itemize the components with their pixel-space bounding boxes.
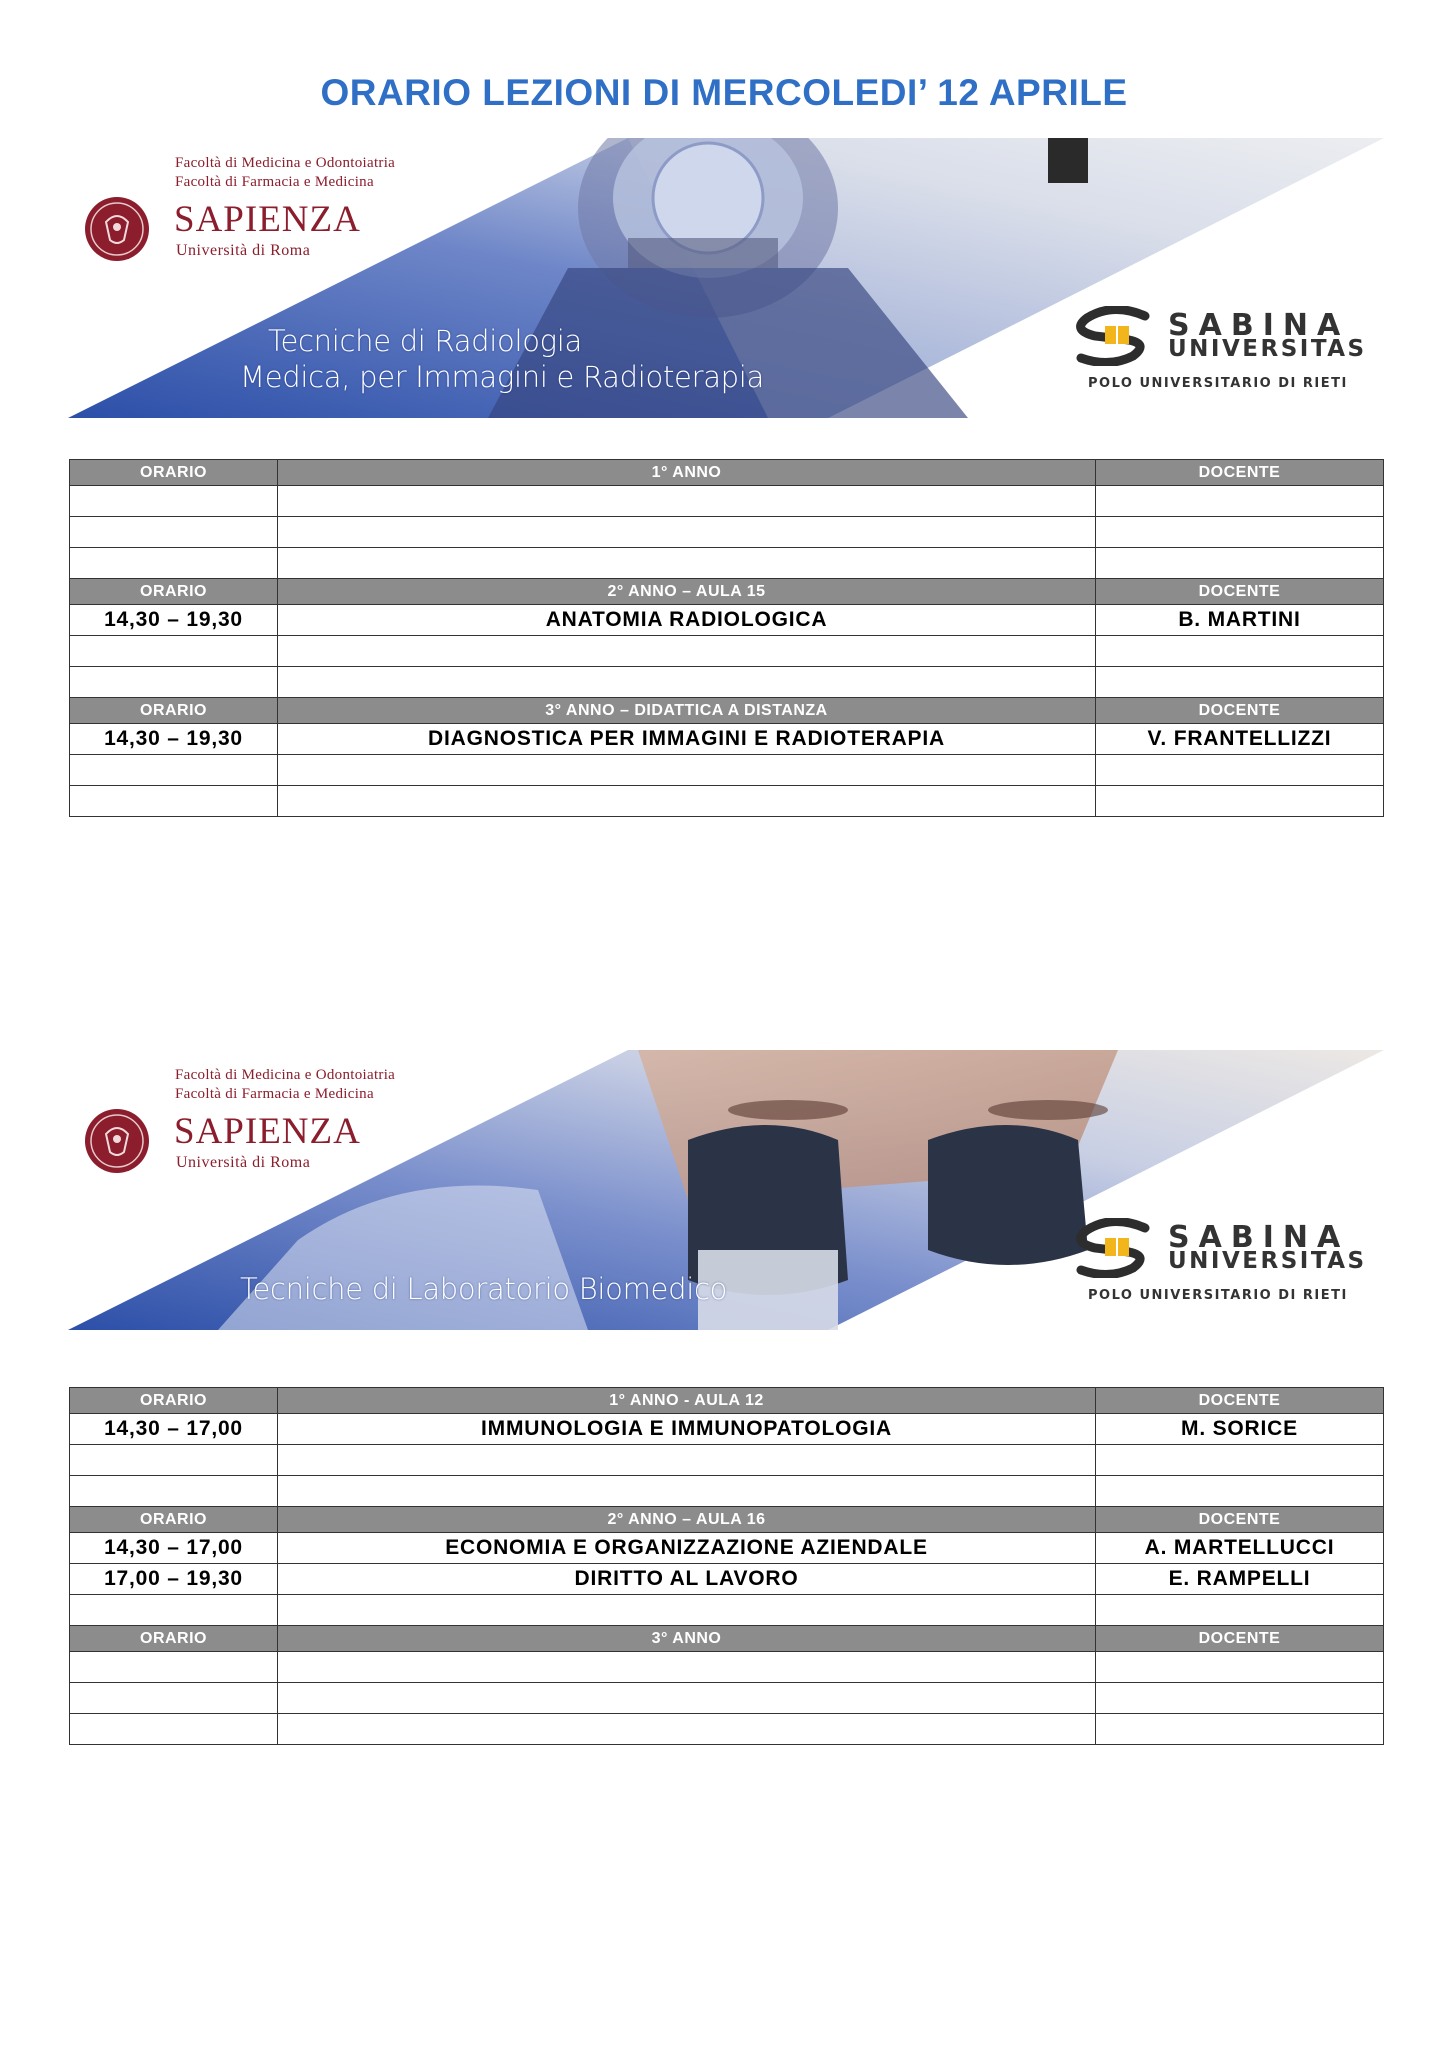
header-docente: DOCENTE bbox=[1096, 579, 1384, 605]
cell-orario bbox=[70, 755, 278, 786]
table-row bbox=[70, 1533, 1384, 1564]
header-docente: DOCENTE bbox=[1096, 1626, 1384, 1652]
partner-sub: POLO UNIVERSITARIO DI RIETI bbox=[1088, 376, 1348, 391]
cell-orario: 14,30 – 19,30 bbox=[70, 605, 278, 636]
table-row bbox=[70, 1652, 1384, 1683]
cell-orario bbox=[70, 1476, 278, 1507]
sabina-logo bbox=[1073, 306, 1373, 391]
cell-docente bbox=[1096, 786, 1384, 817]
table-row bbox=[70, 1445, 1384, 1476]
faculty-line-2: Facoltà di Farmacia e Medicina bbox=[175, 1086, 374, 1102]
cell-corso bbox=[278, 755, 1096, 786]
sapienza-seal-icon bbox=[84, 196, 150, 262]
cell-orario bbox=[70, 1683, 278, 1714]
cell-corso bbox=[278, 1714, 1096, 1745]
table-row bbox=[70, 724, 1384, 755]
partner-sub: POLO UNIVERSITARIO DI RIETI bbox=[1088, 1288, 1348, 1303]
table-row bbox=[70, 517, 1384, 548]
cell-docente bbox=[1096, 1445, 1384, 1476]
university-name: SAPIENZA bbox=[174, 1111, 361, 1152]
course-line-2: Medica, per Immagini e Radioterapia bbox=[240, 360, 765, 394]
cell-docente bbox=[1096, 636, 1384, 667]
sabina-s-icon bbox=[1073, 306, 1153, 366]
cell-orario bbox=[70, 486, 278, 517]
header-docente: DOCENTE bbox=[1096, 698, 1384, 724]
table-row bbox=[70, 667, 1384, 698]
cell-docente bbox=[1096, 1476, 1384, 1507]
schedule-table-radiologia bbox=[69, 459, 1384, 817]
table-row bbox=[70, 1414, 1384, 1445]
cell-corso bbox=[278, 486, 1096, 517]
cell-corso bbox=[278, 517, 1096, 548]
cell-docente bbox=[1096, 548, 1384, 579]
table-row bbox=[70, 1476, 1384, 1507]
schedule-table-laboratorio bbox=[69, 1387, 1384, 1745]
faculty-line-1: Facoltà di Medicina e Odontoiatria bbox=[175, 155, 396, 171]
cell-docente bbox=[1096, 486, 1384, 517]
header-docente: DOCENTE bbox=[1096, 1507, 1384, 1533]
course-line-1: Tecniche di Radiologia bbox=[268, 324, 583, 358]
table-header-row bbox=[70, 698, 1384, 724]
cell-docente bbox=[1096, 1595, 1384, 1626]
university-name: SAPIENZA bbox=[174, 199, 361, 240]
table-row bbox=[70, 486, 1384, 517]
cell-orario bbox=[70, 548, 278, 579]
table-header-row bbox=[70, 579, 1384, 605]
header-anno: 1° ANNO bbox=[278, 460, 1096, 486]
table-row bbox=[70, 1564, 1384, 1595]
header-anno: 2° ANNO – AULA 16 bbox=[278, 1507, 1096, 1533]
header-orario: ORARIO bbox=[70, 698, 278, 724]
header-orario: ORARIO bbox=[70, 1388, 278, 1414]
cell-corso: DIAGNOSTICA PER IMMAGINI E RADIOTERAPIA bbox=[278, 724, 1096, 755]
cell-orario: 14,30 – 17,00 bbox=[70, 1414, 278, 1445]
header-orario: ORARIO bbox=[70, 1507, 278, 1533]
faculty-line-2: Facoltà di Farmacia e Medicina bbox=[175, 174, 374, 190]
course-line-1: Tecniche di Laboratorio Biomedico bbox=[240, 1272, 728, 1306]
table-row bbox=[70, 1714, 1384, 1745]
cell-docente bbox=[1096, 1652, 1384, 1683]
cell-corso: IMMUNOLOGIA E IMMUNOPATOLOGIA bbox=[278, 1414, 1096, 1445]
header-anno: 3° ANNO – DIDATTICA A DISTANZA bbox=[278, 698, 1096, 724]
cell-docente: E. RAMPELLI bbox=[1096, 1564, 1384, 1595]
faculty-line-1: Facoltà di Medicina e Odontoiatria bbox=[175, 1067, 396, 1083]
table-header-row bbox=[70, 460, 1384, 486]
cell-orario bbox=[70, 636, 278, 667]
cell-corso: DIRITTO AL LAVORO bbox=[278, 1564, 1096, 1595]
cell-corso bbox=[278, 1476, 1096, 1507]
table-row bbox=[70, 1683, 1384, 1714]
header-anno: 1° ANNO - AULA 12 bbox=[278, 1388, 1096, 1414]
cell-docente: B. MARTINI bbox=[1096, 605, 1384, 636]
cell-docente bbox=[1096, 755, 1384, 786]
table-header-row bbox=[70, 1507, 1384, 1533]
table-row bbox=[70, 605, 1384, 636]
partner-name-1: SABINA bbox=[1168, 308, 1350, 343]
cell-docente bbox=[1096, 667, 1384, 698]
cell-orario bbox=[70, 517, 278, 548]
table-row bbox=[70, 548, 1384, 579]
table-row bbox=[70, 786, 1384, 817]
table-row bbox=[70, 636, 1384, 667]
banner-laboratorio bbox=[68, 1050, 1384, 1330]
header-orario: ORARIO bbox=[70, 460, 278, 486]
sabina-logo bbox=[1073, 1218, 1373, 1303]
cell-corso bbox=[278, 667, 1096, 698]
table-header-row bbox=[70, 1388, 1384, 1414]
cell-orario: 14,30 – 17,00 bbox=[70, 1533, 278, 1564]
cell-docente bbox=[1096, 1683, 1384, 1714]
cell-corso bbox=[278, 1445, 1096, 1476]
cell-corso bbox=[278, 548, 1096, 579]
cell-orario: 14,30 – 19,30 bbox=[70, 724, 278, 755]
partner-name-2: UNIVERSITAS bbox=[1168, 336, 1367, 362]
header-anno: 2° ANNO – AULA 15 bbox=[278, 579, 1096, 605]
cell-corso bbox=[278, 1595, 1096, 1626]
banner-radiologia bbox=[68, 138, 1384, 418]
table-row bbox=[70, 755, 1384, 786]
cell-orario bbox=[70, 786, 278, 817]
cell-corso: ANATOMIA RADIOLOGICA bbox=[278, 605, 1096, 636]
partner-name-2: UNIVERSITAS bbox=[1168, 1248, 1367, 1274]
cell-docente bbox=[1096, 517, 1384, 548]
sabina-s-icon bbox=[1073, 1218, 1153, 1278]
cell-orario bbox=[70, 1714, 278, 1745]
table-row bbox=[70, 1595, 1384, 1626]
header-docente: DOCENTE bbox=[1096, 460, 1384, 486]
cell-docente: V. FRANTELLIZZI bbox=[1096, 724, 1384, 755]
partner-name-1: SABINA bbox=[1168, 1220, 1350, 1255]
cell-orario bbox=[70, 1595, 278, 1626]
cell-corso bbox=[278, 1652, 1096, 1683]
university-sub: Università di Roma bbox=[176, 242, 311, 259]
table-header-row bbox=[70, 1626, 1384, 1652]
cell-orario: 17,00 – 19,30 bbox=[70, 1564, 278, 1595]
sapienza-seal-icon bbox=[84, 1108, 150, 1174]
cell-corso bbox=[278, 1683, 1096, 1714]
cell-corso bbox=[278, 786, 1096, 817]
cell-corso bbox=[278, 636, 1096, 667]
cell-orario bbox=[70, 1445, 278, 1476]
cell-orario bbox=[70, 1652, 278, 1683]
header-docente: DOCENTE bbox=[1096, 1388, 1384, 1414]
cell-orario bbox=[70, 667, 278, 698]
cell-corso: ECONOMIA E ORGANIZZAZIONE AZIENDALE bbox=[278, 1533, 1096, 1564]
header-orario: ORARIO bbox=[70, 579, 278, 605]
cell-docente: A. MARTELLUCCI bbox=[1096, 1533, 1384, 1564]
header-anno: 3° ANNO bbox=[278, 1626, 1096, 1652]
cell-docente: M. SORICE bbox=[1096, 1414, 1384, 1445]
page-title: ORARIO LEZIONI DI MERCOLEDI’ 12 APRILE bbox=[320, 72, 1128, 113]
cell-docente bbox=[1096, 1714, 1384, 1745]
header-orario: ORARIO bbox=[70, 1626, 278, 1652]
university-sub: Università di Roma bbox=[176, 1154, 311, 1171]
